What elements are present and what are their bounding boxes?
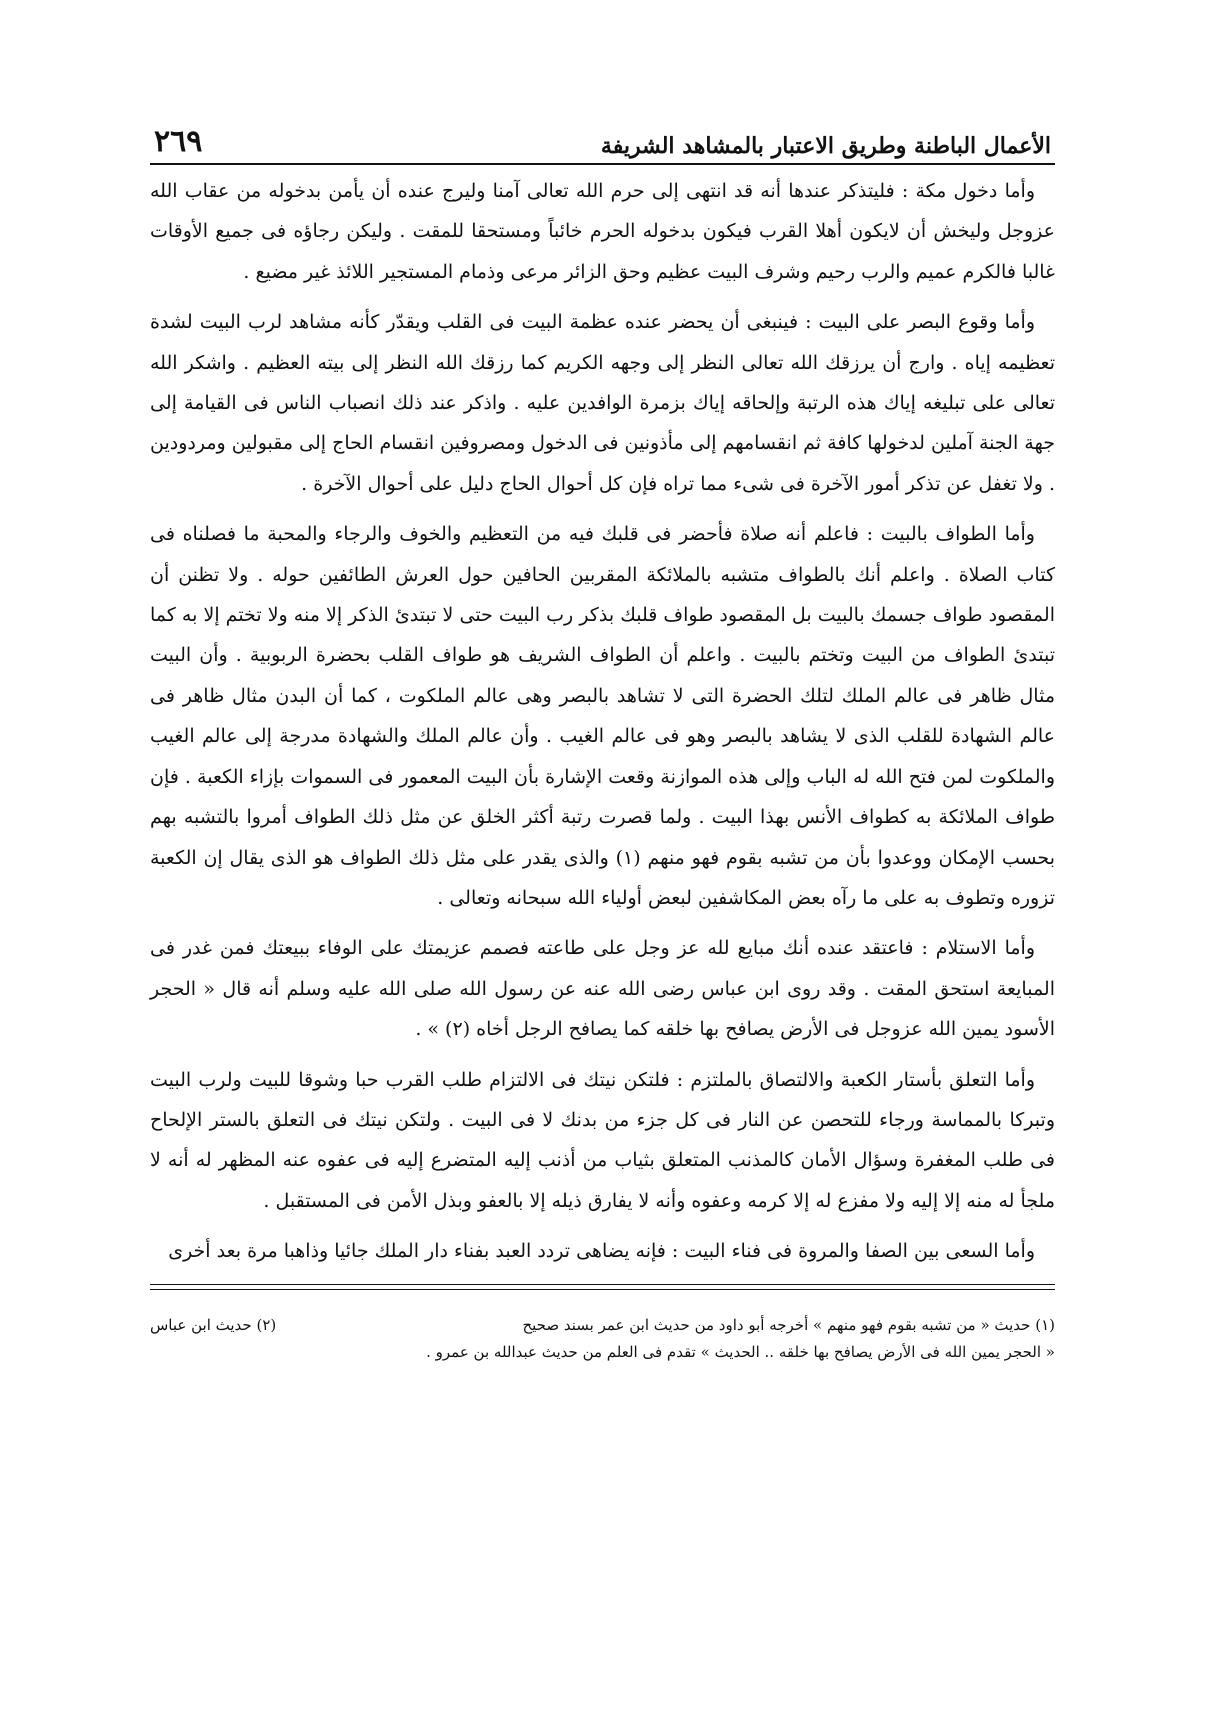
page-header [150, 115, 1055, 165]
footnote-divider [150, 1284, 1055, 1290]
footnote-2-start: (٢) حديث ابن عباس [150, 1315, 277, 1334]
footnote-2-continuation: « الحجر يمين الله فى الأرض يصافح بها خلقه .. الحديث » تقدم فى العلم من حديث عبدالله بن عمرو . [426, 1342, 1055, 1361]
footnote-row [150, 1312, 1055, 1339]
running-title: الأعمال الباطنة وطريق الاعتبار بالمشاهد الشريفة [600, 133, 1051, 159]
paragraph-entering-mecca: وأما دخول مكة : فليتذكر عندها أنه قد انتهى إلى حرم الله تعالى آمنا وليرج عنده أن يأمن بدخوله من عقاب الله عزوجل وليخش أن لايكون أهلا القرب فيكون بدخوله الحرم خائباً ومستحقا للمقت . وليكن رجاؤه فى جميع الأوقات غالبا فالكرم عميم والرب رحيم وشرف البيت عظيم وحق الزائر مرعى وذمام المستجير اللائذ غير مضيع . [150, 180, 1055, 283]
page-body [150, 171, 1055, 1272]
paragraph-sai: وأما السعى بين الصفا والمروة فى فناء البيت : فإنه يضاهى تردد العبد بفناء دار الملك جائيا وذاهبا مرة بعد أخرى [168, 1240, 1035, 1263]
page-number: ٢٦٩ [154, 124, 203, 159]
paragraph-clinging-to-kaaba: وأما التعلق بأستار الكعبة والالتصاق بالملتزم : فلتكن نيتك فى الالتزام طلب القرب حبا وشوقا للبيت ولرب البيت وتبركا بالمماسة ورجاء للتحصن عن النار فى كل جزء من بدنك لا فى البيت . ولتكن نيتك فى التعلق بالستر الإلحاح فى طلب المغفرة وسؤال الأمان كالمذنب المتعلق بثياب من أذنب إليه المتضرع إليه فى عفوه عنه المظهر له أنه لا ملجأ له منه إلا إليه ولا مفزع له إلا كرمه وعفوه وأنه لا يفارق ذيله إلا بالعفو وبذل الأمن فى المستقبل . [150, 1068, 1055, 1212]
paragraph-seeing-the-house: وأما وقوع البصر على البيت : فينبغى أن يحضر عنده عظمة البيت فى القلب ويقدّر كأنه مشاهد لرب البيت لشدة تعظيمه إياه . وارج أن يرزقك الله تعالى النظر إلى وجهه الكريم كما رزقك الله النظر إلى بيته العظيم . واشكر الله تعالى على تبليغه إياك هذه الرتبة وإلحاقه إياك بزمرة الوافدين عليه . واذكر عند ذلك انصباب الناس فى القيامة إلى جهة الجنة آملين لدخولها كافة ثم انقسامهم إلى مأذونين فى الدخول ومصروفين انقسام الحاج إلى مقبولين ومردودين . ولا تغفل عن تذكر أمور الآخرة فى شىء مما تراه فإن كل أحوال الحاج دليل على أحوال الآخرة . [150, 311, 1055, 495]
book-page [150, 115, 1055, 1366]
footnotes [150, 1312, 1055, 1366]
paragraph-tawaf: وأما الطواف بالبيت : فاعلم أنه صلاة فأحضر فى قلبك فيه من التعظيم والخوف والرجاء والمحبة ما فصلناه فى كتاب الصلاة . واعلم أنك بالطواف متشبه بالملائكة المقربين الحافين حول العرش الطائفين حوله . ولا تظنن أن المقصود طواف جسمك بالبيت بل المقصود طواف قلبك بذكر رب البيت حتى لا تبتدئ الذكر إلا منه ولا تختم إلا به كما تبتدئ الطواف من البيت وتختم بالبيت . واعلم أن الطواف الشريف هو طواف القلب بحضرة الربوبية . وأن البيت مثال ظاهر فى عالم الملك لتلك الحضرة التى لا تشاهد بالبصر وهى عالم الملكوت ، كما أن البدن مثال ظاهر فى عالم الشهادة للقلب الذى لا يشاهد بالبصر وهو فى عالم الغيب . وأن عالم الملك والشهادة مدرجة إلى عالم الغيب والملكوت لمن فتح الله له الباب وإلى هذه الموازنة وقعت الإشارة بأن البيت المعمور فى السموات بإزاء الكعبة . فإن طواف الملائكة به كطواف الأنس بهذا البيت . ولما قصرت رتبة أكثر الخلق عن مثل ذلك الطواف أمروا بالتشبه بهم بحسب الإمكان ووعدوا بأن من تشبه بقوم فهو منهم (١) والذى يقدر على مثل ذلك الطواف هو الذى يقال إن الكعبة تزوره وتطوف به على ما رآه بعض المكاشفين لبعض أولياء الله سبحانه وتعالى . [150, 523, 1055, 909]
paragraph-istilam: وأما الاستلام : فاعتقد عنده أنك مبايع لله عز وجل على طاعته فصمم عزيمتك على الوفاء ببيعتك فمن غدر فى المبايعة استحق المقت . وقد روى ابن عباس رضى الله عنه عن رسول الله صلى الله عليه وسلم أنه قال « الحجر الأسود يمين الله عزوجل فى الأرض يصافح بها خلقه كما يصافح الرجل أخاه (٢) » . [150, 937, 1055, 1041]
footnote-1: (١) حديث « من تشبه بقوم فهو منهم » أخرجه أبو داود من حديث ابن عمر بسند صحيح [522, 1315, 1055, 1334]
